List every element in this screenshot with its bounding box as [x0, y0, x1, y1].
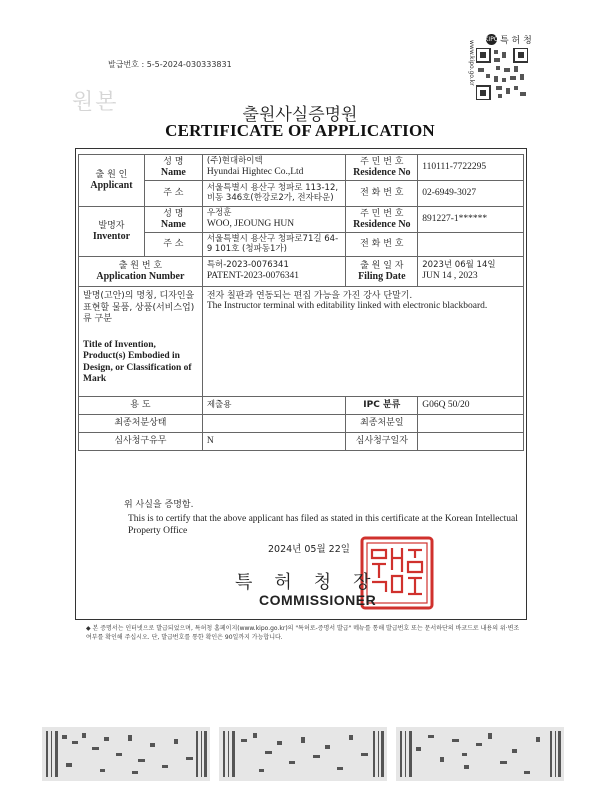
inventor-phone-value: [418, 233, 524, 257]
issue-serial-number: 발급번호 : 5-5-2024-030333831: [108, 60, 232, 69]
application-number-label: 출 원 번 호 Application Number: [79, 257, 203, 287]
applicant-label: 출 원 인 Applicant: [79, 155, 145, 207]
inventor-name-label: 성 명 Name: [144, 207, 202, 233]
application-number-row: [79, 257, 524, 287]
inventor-name-row: [79, 207, 524, 233]
ipc-label: IPC 분류: [346, 397, 418, 415]
kipo-url: www.kipo.go.kr: [468, 40, 475, 86]
certification-date: 2024년 05월 22일: [268, 544, 350, 555]
application-number-value: 특허-2023-0076341 PATENT-2023-0076341: [202, 257, 346, 287]
usage-row: [79, 397, 524, 415]
barcode-icon: [42, 727, 210, 781]
inventor-phone-label: 전 화 번 호: [346, 233, 418, 257]
inventor-name-value: 우정훈 WOO, JEOUNG HUN: [202, 207, 346, 233]
applicant-residence-value: 110111-7722295: [418, 155, 524, 181]
verification-footnote: ◆ 본 증명서는 인터넷으로 발급되었으며, 특허청 홈페이지(www.kipo.go.kr)의 "특허로-증명서 발급" 메뉴를 통해 발급번호 또는 문서하단의 바코드로 내용의 위·변조 여부를 확인해 주십시오. 단, 발급번호를 통한 확인은 90일까지 가능합니다.: [86, 625, 520, 641]
exam-request-row: [79, 433, 524, 451]
kipo-logo-text: 특 허 청: [500, 35, 532, 46]
inventor-residence-label: 주 민 번 호 Residence No: [346, 207, 418, 233]
original-stamp: 원본: [72, 90, 119, 115]
inventor-label: 발명자 Inventor: [79, 207, 145, 257]
title-of-invention-value: 전자 칠판과 연동되는 편집 가능을 가진 강사 단말기. The Instructor terminal with editability linked with electronic blackboard.: [202, 287, 523, 397]
exam-request-label: 심사청구유무: [79, 433, 203, 451]
filing-date-label: 출 원 일 자 Filing Date: [346, 257, 418, 287]
inventor-residence-value: 891227-1******: [418, 207, 524, 233]
certify-statement-english: This is to certify that the above applicant has filed as stated in this certificate at the Korean Intellectual Property Office: [128, 514, 518, 536]
final-status-value: [202, 415, 346, 433]
exam-request-date-label: 심사청구일자: [346, 433, 418, 451]
final-status-label: 최종처분상태: [79, 415, 203, 433]
applicant-name-row: [79, 155, 524, 181]
inventor-address-row: [79, 233, 524, 257]
commissioner-korean: 특허청장: [235, 572, 393, 593]
qr-code-icon: [476, 48, 528, 100]
applicant-name-label: 성 명 Name: [144, 155, 202, 181]
usage-value: 제출용: [202, 397, 346, 415]
document-title-english: CERTIFICATE OF APPLICATION: [165, 121, 435, 140]
commissioner-english: COMMISSIONER: [259, 592, 377, 608]
title-of-invention-row: [79, 287, 524, 397]
final-status-date-value: [418, 415, 524, 433]
certify-statement-korean: 위 사실을 증명함.: [124, 500, 194, 510]
inventor-address-value: 서울특별시 용산구 청파로71길 64-9 101호 (청파동1가): [202, 233, 346, 257]
applicant-phone-label: 전 화 번 호: [346, 181, 418, 207]
applicant-address-value: 서울특별시 용산구 청파로 113-12, 비동 346호(한강로2가, 전자타운): [202, 181, 346, 207]
filing-date-value: 2023년 06월 14일 JUN 14 , 2023: [418, 257, 524, 287]
applicant-name-value: (주)현대하이텍 Hyundai Hightec Co.,Ltd: [202, 155, 346, 181]
applicant-residence-label: 주 민 번 호 Residence No: [346, 155, 418, 181]
barcode-icon: [219, 727, 387, 781]
barcode-icon: [396, 727, 564, 781]
kipo-logo-icon: KIPO: [484, 35, 499, 43]
exam-request-date-value: [418, 433, 524, 451]
ipc-value: G06Q 50/20: [418, 397, 524, 415]
applicant-phone-value: 02-6949-3027: [418, 181, 524, 207]
kipo-logo: [486, 32, 538, 46]
title-of-invention-label: 발명(고안)의 명칭, 디자인을 표현할 물품, 상품(서비스업)류 구분 Title of Invention, Product(s) Embodied in Design, or Classification of Mark: [79, 287, 203, 397]
applicant-address-row: [79, 181, 524, 207]
final-status-date-label: 최종처분일: [346, 415, 418, 433]
document-title-korean: 출원사실증명원: [242, 105, 358, 125]
exam-request-value: N: [202, 433, 346, 451]
applicant-address-label: 주 소: [144, 181, 202, 207]
certificate-table: [78, 154, 524, 451]
usage-label: 용 도: [79, 397, 203, 415]
inventor-address-label: 주 소: [144, 233, 202, 257]
final-status-row: [79, 415, 524, 433]
